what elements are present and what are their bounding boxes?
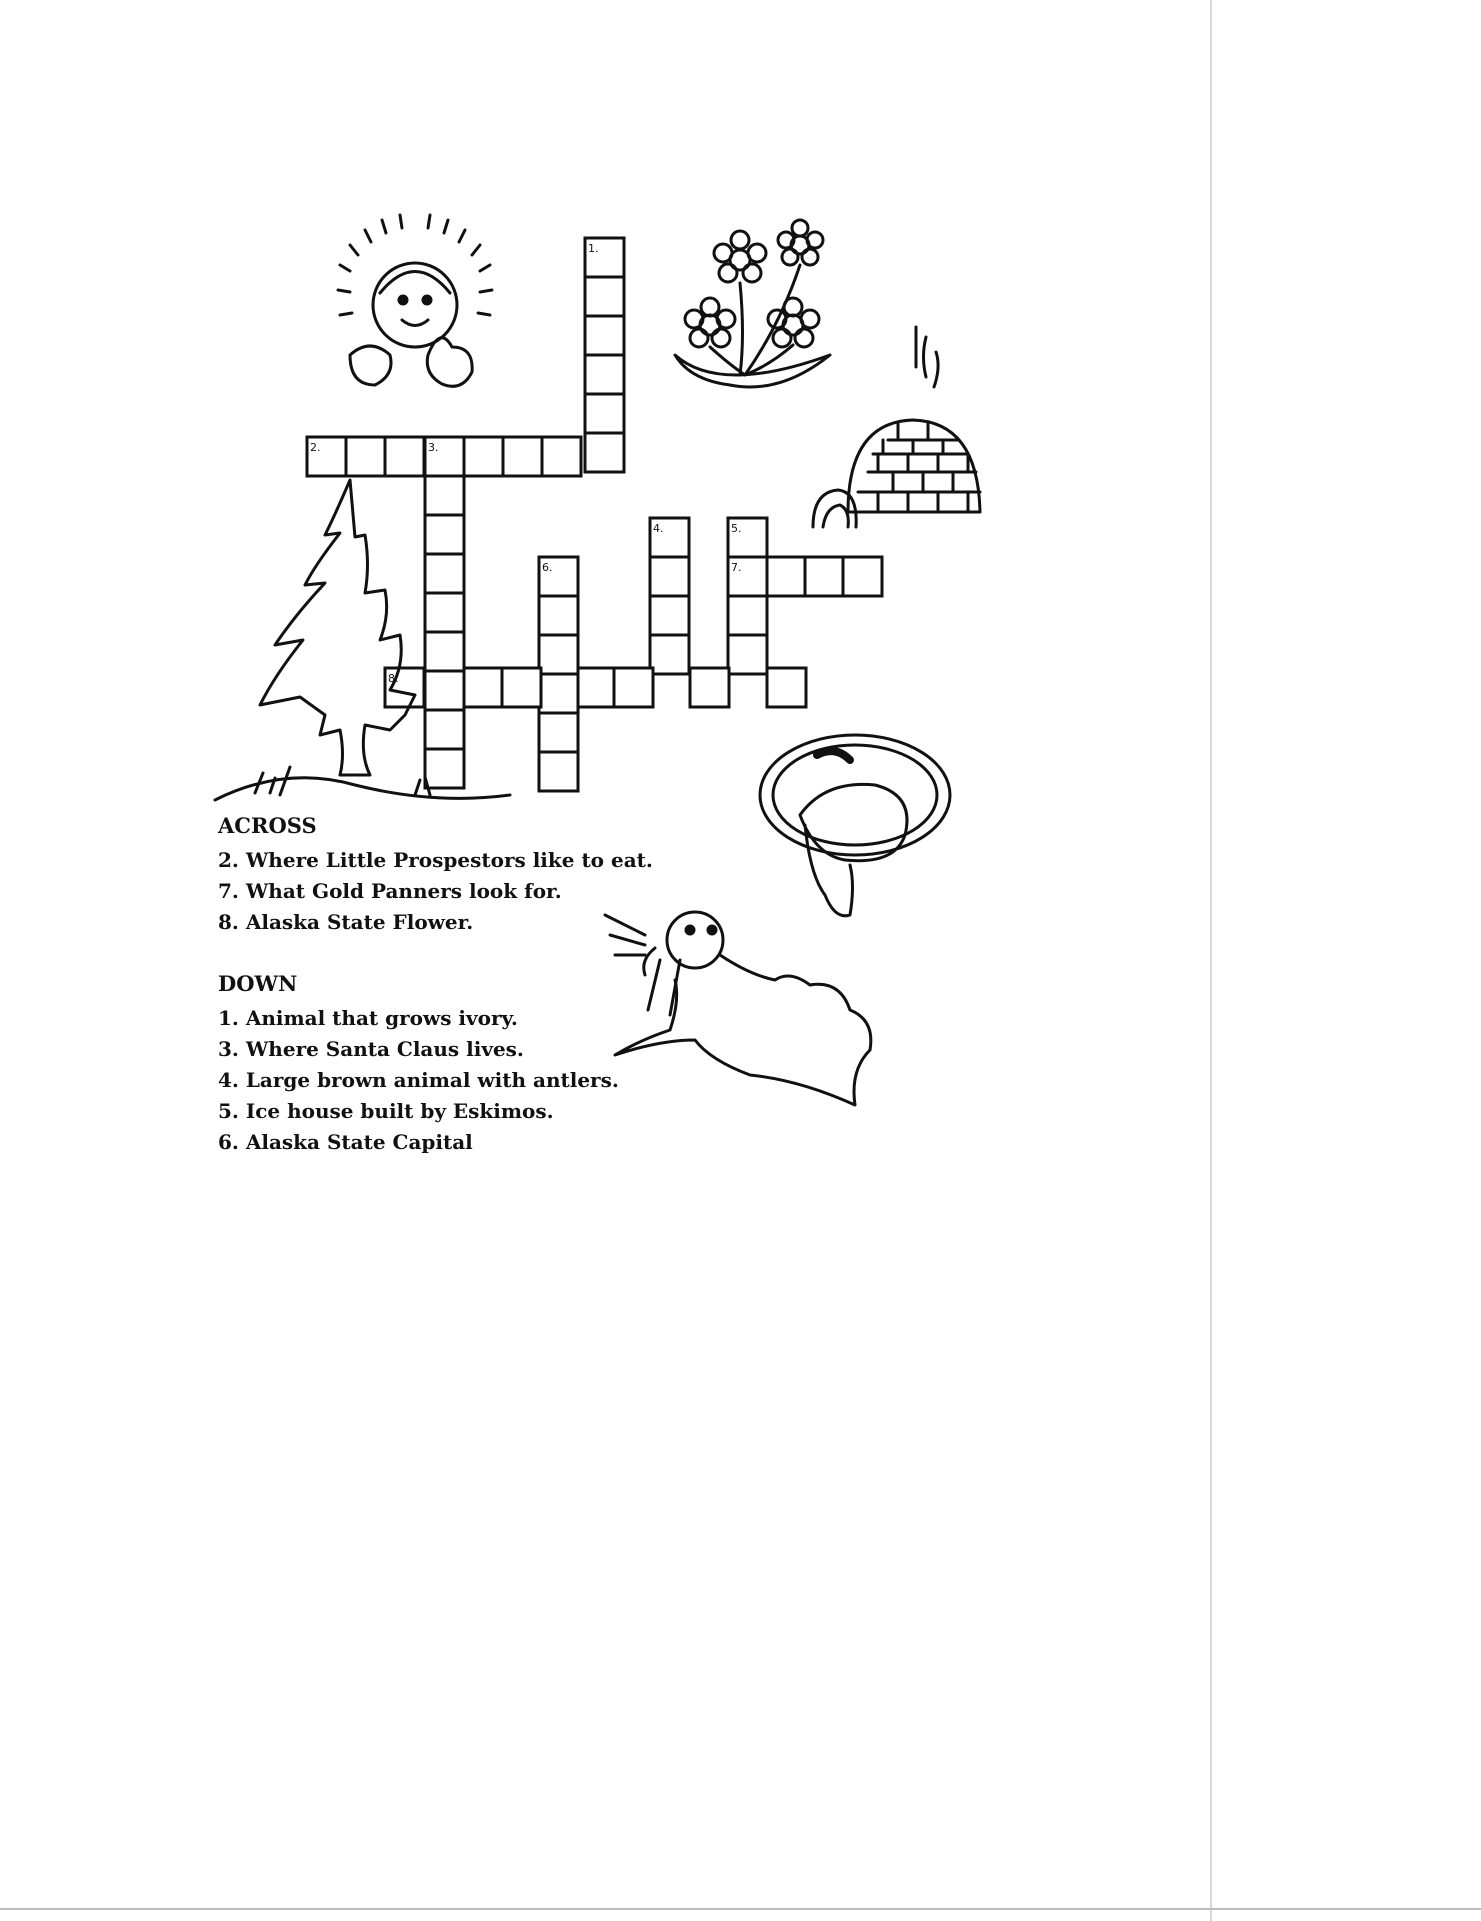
crossword-cell[interactable] xyxy=(503,437,542,476)
crossword-cell[interactable] xyxy=(728,635,767,674)
crossword-cell[interactable] xyxy=(539,674,578,713)
clue-number: 1. xyxy=(588,242,599,255)
spruce-tree-icon xyxy=(215,475,515,809)
crossword-cell[interactable] xyxy=(614,668,653,707)
down-clue: 1. Animal that grows ivory. xyxy=(218,1006,518,1030)
page-bottom-edge xyxy=(0,1908,1481,1910)
down-clues xyxy=(218,968,619,1158)
page-fold-line xyxy=(1210,0,1212,1921)
crossword-cell[interactable] xyxy=(650,596,689,635)
down-clue: 3. Where Santa Claus lives. xyxy=(218,1037,524,1061)
eskimo-child-icon xyxy=(330,205,500,409)
crossword-cell[interactable] xyxy=(585,433,624,472)
gold-pan-icon xyxy=(755,725,955,929)
crossword-cell[interactable] xyxy=(650,635,689,674)
across-clues xyxy=(218,810,653,938)
crossword-cell[interactable] xyxy=(542,437,581,476)
across-heading: ACROSS xyxy=(218,813,317,838)
crossword-cell[interactable] xyxy=(539,713,578,752)
clue-number: 3. xyxy=(428,441,439,454)
crossword-cell[interactable] xyxy=(585,277,624,316)
crossword-cell[interactable] xyxy=(650,557,689,596)
across-clue: 2. Where Little Prospestors like to eat. xyxy=(218,848,653,872)
crossword-cell[interactable] xyxy=(843,557,882,596)
crossword-cell[interactable] xyxy=(690,668,729,707)
crossword-cell[interactable] xyxy=(585,394,624,433)
crossword-cell[interactable] xyxy=(585,316,624,355)
crossword-cell[interactable] xyxy=(539,635,578,674)
down-heading: DOWN xyxy=(218,971,298,996)
across-clue: 8. Alaska State Flower. xyxy=(218,910,474,934)
down-clue: 5. Ice house built by Eskimos. xyxy=(218,1099,554,1123)
crossword-cell[interactable] xyxy=(767,557,806,596)
crossword-cell[interactable] xyxy=(346,437,385,476)
clue-number: 7. xyxy=(731,561,742,574)
crossword-cell[interactable] xyxy=(539,752,578,791)
crossword-cell[interactable] xyxy=(464,437,503,476)
clue-number: 2. xyxy=(310,441,321,454)
crossword-cell[interactable] xyxy=(385,437,424,476)
crossword-cell[interactable] xyxy=(767,668,806,707)
crossword-cell[interactable] xyxy=(728,596,767,635)
down-clue: 6. Alaska State Capital xyxy=(218,1130,473,1154)
clue-number: 5. xyxy=(731,522,742,535)
down-clue: 4. Large brown animal with antlers. xyxy=(218,1068,619,1092)
crossword-cell[interactable] xyxy=(585,355,624,394)
across-clue: 7. What Gold Panners look for. xyxy=(218,879,562,903)
crossword-cell[interactable] xyxy=(805,557,844,596)
clue-number: 4. xyxy=(653,522,664,535)
clue-number: 8. xyxy=(388,672,399,685)
crossword-cell[interactable] xyxy=(578,668,617,707)
clue-number: 6. xyxy=(542,561,553,574)
crossword-cell[interactable] xyxy=(539,596,578,635)
igloo-icon xyxy=(808,322,993,536)
